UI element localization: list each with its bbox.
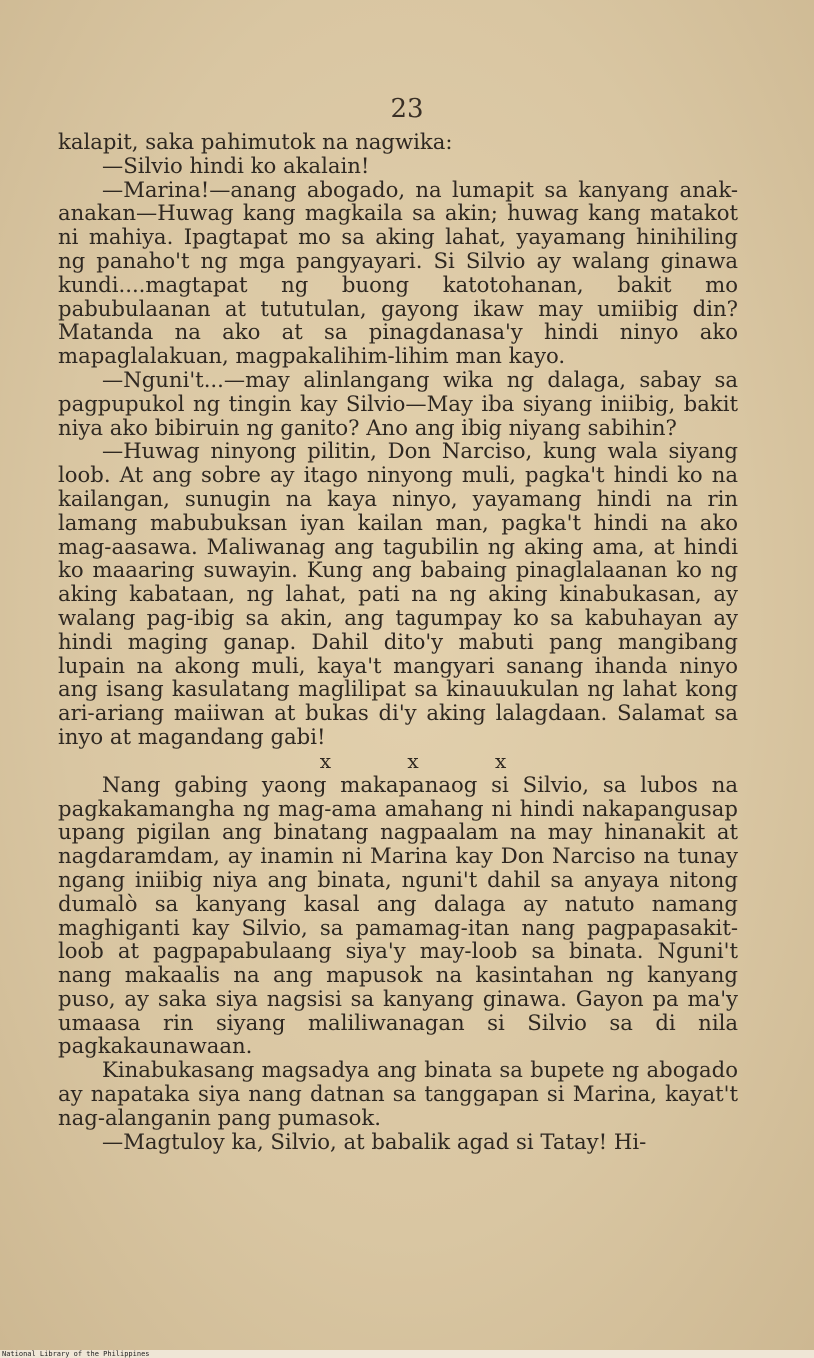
paragraph: Nang gabing yaong makapanaog si Silvio, sa lubos na pagkakamangha ng mag-ama amahang ni hindi nakapangusap upang pigilan ang binatang nagpaalam na may hinanakit at nagdaramdam, ay inamin ni Marina kay Don Narciso na tunay ngang iniibig niya ang binata, nguni't dahil sa anyaya nitong dumalò sa kanyang kasal ang dalaga ay natuto namang maghiganti kay Silvio, sa pamamag-itan nang pagpapasakit-loob at pagpapabulaang siya'y may-loob sa binata. Nguni't nang makaalis na ang mapusok na kasintahan ng kanyang puso, ay saka siya nagsisi sa kanyang ginawa. Gayon pa ma'y umaasa rin siyang maliliwanagan si Silvio sa di nila pagkakaunawaan. xyxy=(58,771,738,1059)
scan-footer xyxy=(0,1350,814,1358)
section-separator: x x x xyxy=(319,748,507,773)
paragraph: —Huwag ninyong pilitin, Don Narciso, kung wala siyang loob. At ang sobre ay itago ninyong muli, pagka't hindi ko na kailangan, sunugin na kaya ninyo, yayamang hindi na rin lamang mabubuksan iyan kailan man, pagka't hindi na ako mag-aasawa. Maliwanag ang tagubilin ng aking ama, at hindi ko maaaring suwayin. Kung ang babaing pinaglalaanan ko ng aking kabataan, ng lahat, pati na ng aking kinabukasan, ay walang pag-ibig sa akin, ang tagumpay ko sa kabuhayan ay hindi maging ganap. Dahil dito'y mabuti pang mangibang lupain na akong muli, kaya't mangyari sanang ihanda ninyo ang isang kasulatang maglilipat sa kinauukulan ng lahat kong ari-ariang maiiwan at bukas di'y aking lalagdaan. Salamat sa inyo at magandang gabi! xyxy=(58,438,738,749)
paragraph: —Nguni't...—may alinlangang wika ng dalaga, sabay sa pagpupukol ng tingin kay Silvio—May iba siyang iniibig, bakit niya ako bibiruin ng ganito? Ano ang ibig niyang sabihin? xyxy=(58,366,738,440)
paragraph: —Magtuloy ka, Silvio, at babalik agad si Tatay! Hi- xyxy=(102,1128,647,1154)
paragraph: —Marina!—anang abogado, na lumapit sa kanyang anak-anakan—Huwag kang magkaila sa akin; huwag kang matakot ni mahiya. Ipagtapat mo sa aking lahat, yayamang hinihiling ng panaho't ng mga pangyayari. Si Silvio ay walang ginawa kundi....magtapat ng buong katotohanan, bakit mo pabubulaanan at tututulan, gayong ikaw may umiibig din? Matanda na ako at sa pinagdanasa'y hindi ninyo ako mapaglalakuan, magpakalihim-lihim man kayo. xyxy=(58,176,738,369)
page-number: 23 xyxy=(390,94,424,124)
section-two xyxy=(58,773,738,1154)
page-body xyxy=(58,130,738,1153)
paragraph: Kinabukasang magsadya ang binata sa bupete ng abogado ay napataka siya nang datnan sa tanggapan si Marina, kayat't nag-alanganin pang pumasok. xyxy=(58,1057,738,1130)
paragraph: kalapit, saka pahimutok na nagwika: xyxy=(58,129,453,154)
footer-credit: National Library of the Philippines xyxy=(2,1350,150,1358)
paragraph: —Silvio hindi ko akalain! xyxy=(102,152,370,178)
